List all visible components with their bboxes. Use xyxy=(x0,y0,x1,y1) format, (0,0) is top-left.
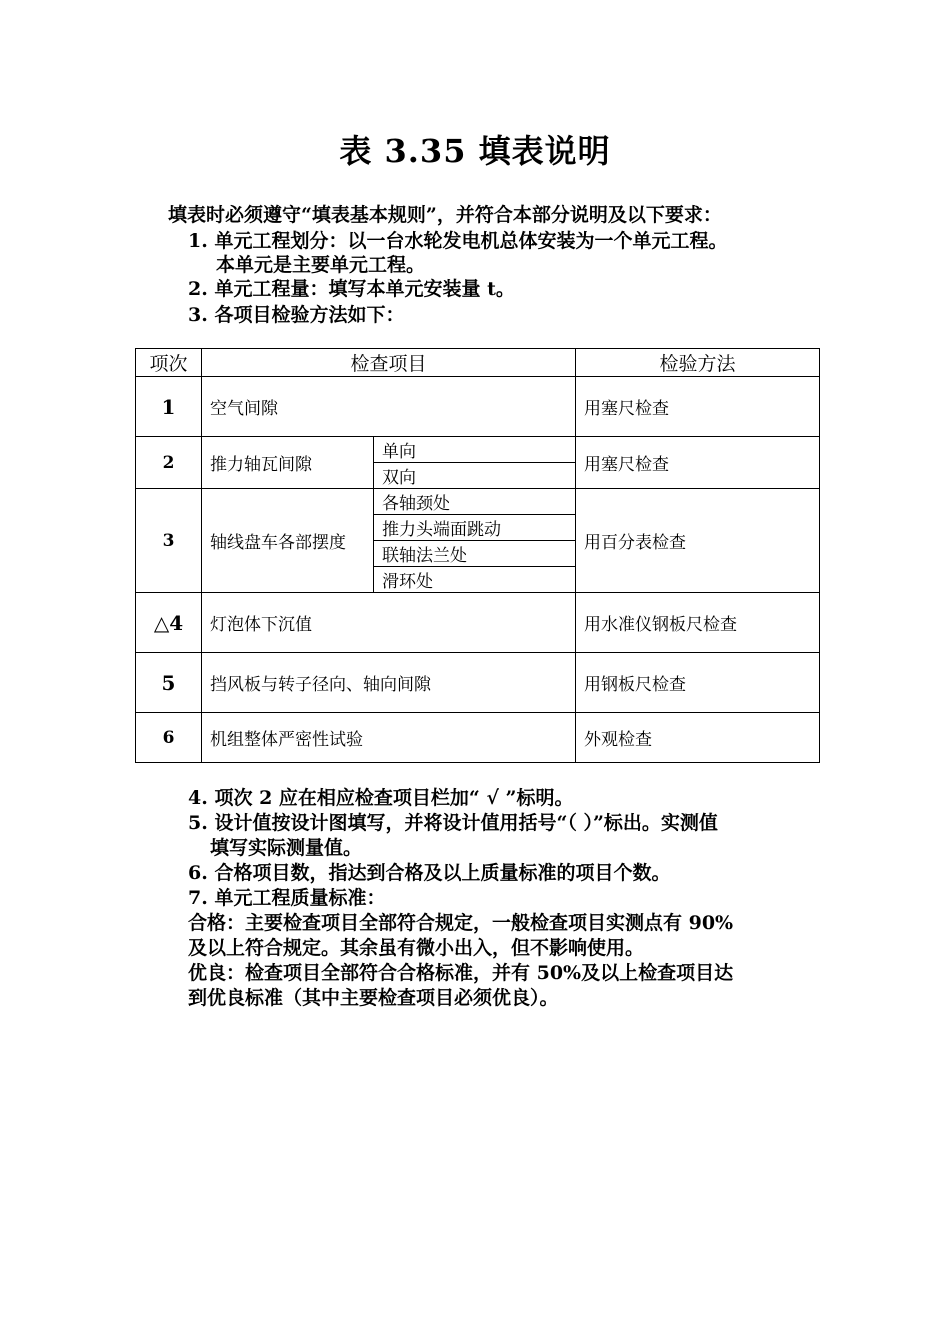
note-line: 4. 项次 2 应在相应检查项目栏加“ √ ”标明。 xyxy=(188,787,574,809)
requirement-3 xyxy=(188,300,404,327)
row-num: 1 xyxy=(136,377,202,437)
row-method: 用塞尺检查 xyxy=(576,437,820,489)
requirement-1-continuation: 本单元是主要单元工程。 xyxy=(216,254,426,276)
row-method: 外观检查 xyxy=(576,713,820,763)
table-row xyxy=(136,593,820,653)
table-row xyxy=(136,377,820,437)
row-subitem: 各轴颈处 xyxy=(374,489,576,515)
header-method: 检验方法 xyxy=(576,349,820,377)
row-num: 3 xyxy=(136,489,202,593)
row-num: 6 xyxy=(136,713,202,763)
row-subitem: 联轴法兰处 xyxy=(374,541,576,567)
row-item: 推力轴瓦间隙 xyxy=(202,437,374,489)
row-method: 用水准仪钢板尺检查 xyxy=(576,593,820,653)
note-line: 7. 单元工程质量标准： xyxy=(188,887,386,909)
requirement-1-text: 单元工程划分：以一台水轮发电机总体安装为一个单元工程。 xyxy=(214,230,728,252)
row-method: 用钢板尺检查 xyxy=(576,653,820,713)
row-num: 5 xyxy=(136,653,202,713)
note-line: 6. 合格项目数，指达到合格及以上质量标准的项目个数。 xyxy=(188,862,671,884)
row-subitem: 推力头端面跳动 xyxy=(374,515,576,541)
requirement-3-num: 3. xyxy=(188,304,208,326)
table-header-row xyxy=(136,349,820,377)
row-item: 挡风板与转子径向、轴向间隙 xyxy=(202,653,576,713)
row-item: 机组整体严密性试验 xyxy=(202,713,576,763)
row-subitem: 单向 xyxy=(374,437,576,463)
note-line: 优良：检查项目全部符合合格标准，并有 50%及以上检查项目达 xyxy=(188,962,734,984)
page-title: 表 3.35 填表说明 xyxy=(339,132,611,170)
requirement-2 xyxy=(188,274,515,301)
row-item: 灯泡体下沉值 xyxy=(202,593,576,653)
note-line: 5. 设计值按设计图填写，并将设计值用括号“（ ）”标出。实测值 xyxy=(188,812,718,834)
note-line: 填写实际测量值。 xyxy=(210,837,363,859)
row-method: 用百分表检查 xyxy=(576,489,820,593)
requirement-2-num: 2. xyxy=(188,278,208,300)
table-row xyxy=(136,713,820,763)
requirement-1-num: 1. xyxy=(188,230,208,252)
requirement-2-text: 单元工程量：填写本单元安装量 t。 xyxy=(214,278,515,300)
row-num: 2 xyxy=(136,437,202,489)
header-num: 项次 xyxy=(136,349,202,377)
notes-block xyxy=(188,786,733,1011)
requirement-3-text: 各项目检验方法如下： xyxy=(214,304,405,326)
row-item: 轴线盘车各部摆度 xyxy=(202,489,374,593)
table-row xyxy=(136,437,820,463)
table-row xyxy=(136,489,820,515)
requirement-1 xyxy=(188,226,727,253)
table-row xyxy=(136,653,820,713)
row-subitem: 双向 xyxy=(374,463,576,489)
header-item: 检查项目 xyxy=(202,349,576,377)
note-line: 合格：主要检查项目全部符合规定，一般检查项目实测点有 90% xyxy=(188,912,734,934)
row-subitem: 滑环处 xyxy=(374,567,576,593)
intro-text: 填表时必须遵守“填表基本规则”，并符合本部分说明及以下要求： xyxy=(168,204,722,226)
inspection-table xyxy=(135,348,820,763)
note-line: 及以上符合规定。其余虽有微小出入，但不影响使用。 xyxy=(188,937,645,959)
row-num: △4 xyxy=(136,593,202,653)
row-method: 用塞尺检查 xyxy=(576,377,820,437)
row-item: 空气间隙 xyxy=(202,377,576,437)
note-line: 到优良标准（其中主要检查项目必须优良）。 xyxy=(188,987,559,1009)
